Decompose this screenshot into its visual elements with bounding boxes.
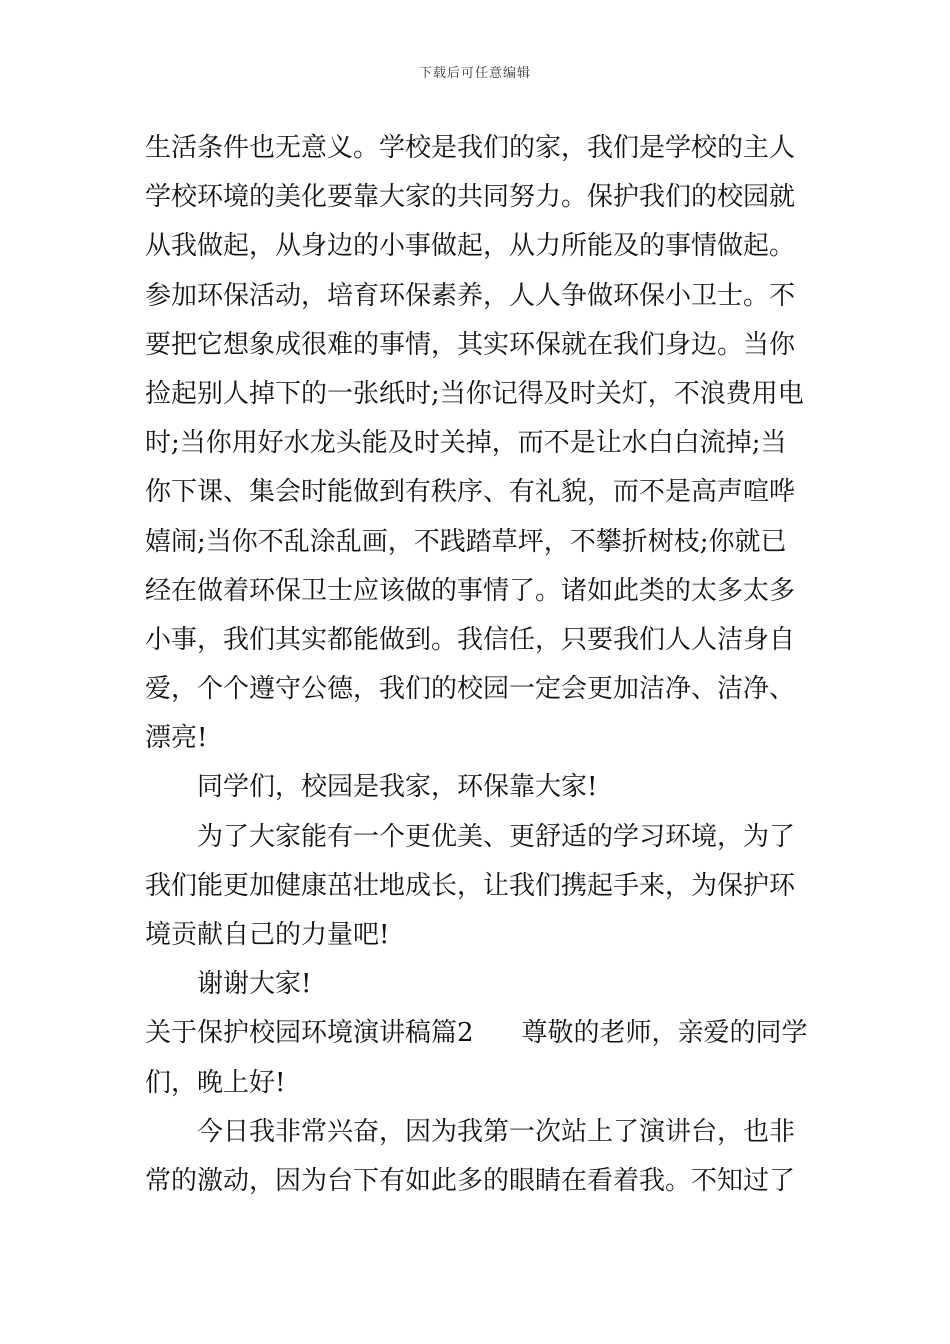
text-line: 要把它想象成很难的事情，其实环保就在我们身边。当你	[145, 329, 796, 360]
text-line: 今日我非常兴奋，因为我第一次站上了演讲台，也非	[197, 1116, 796, 1147]
text-line: 时;当你用好水龙头能及时关掉，而不是让水白白流掉;当	[145, 428, 787, 459]
section-heading-line	[145, 1009, 809, 1058]
text-line: 参加环保活动，培育环保素养，人人争做环保小卫士。不	[145, 280, 796, 311]
text-line: 们，晚上好!	[145, 1067, 286, 1098]
text-line: 境贡献自己的力量吧!	[145, 920, 390, 950]
text-line: 嬉闹;当你不乱涂乱画，不践踏草坪，不攀折树枝;你就已	[145, 526, 787, 557]
page-header-note: 下载后可任意编辑	[418, 66, 531, 81]
text-line: 从我做起，从身边的小事做起，从力所能及的事情做起。	[145, 231, 796, 262]
document-body	[145, 124, 809, 1206]
section-title: 关于保护校园环境演讲稿篇2	[145, 1018, 474, 1049]
text-line: 学校环境的美化要靠大家的共同努力。保护我们的校园就	[145, 182, 796, 213]
text-line: 小事，我们其实都能做到。我信任，只要我们人人洁身自	[145, 624, 796, 655]
text-line: 捡起别人掉下的一张纸时;当你记得及时关灯，不浪费用电	[145, 378, 804, 409]
text-line: 漂亮!	[145, 723, 208, 754]
text-line: 生活条件也无意义。学校是我们的家，我们是学校的主人	[145, 133, 796, 163]
text-line: 你下课、集会时能做到有秩序、有礼貌，而不是高声喧哗	[145, 477, 796, 508]
text-line: 常的激动，因为台下有如此多的眼睛在看着我。不知过了	[145, 1165, 796, 1196]
text-line: 经在做着环保卫士应该做的事情了。诸如此类的太多太多	[145, 575, 796, 606]
text-line: 谢谢大家!	[197, 969, 312, 1000]
salutation-start: 尊敬的老师，亲爱的同学	[521, 1018, 808, 1049]
text-line: 同学们，校园是我家，环保靠大家!	[197, 772, 598, 803]
text-line: 为了大家能有一个更优美、更舒适的学习环境，为了	[197, 821, 796, 852]
text-line: 我们能更加健康茁壮地成长，让我们携起手来，为保护环	[145, 870, 796, 901]
text-line: 爱，个个遵守公德，我们的校园一定会更加洁净、洁净、	[145, 674, 796, 705]
